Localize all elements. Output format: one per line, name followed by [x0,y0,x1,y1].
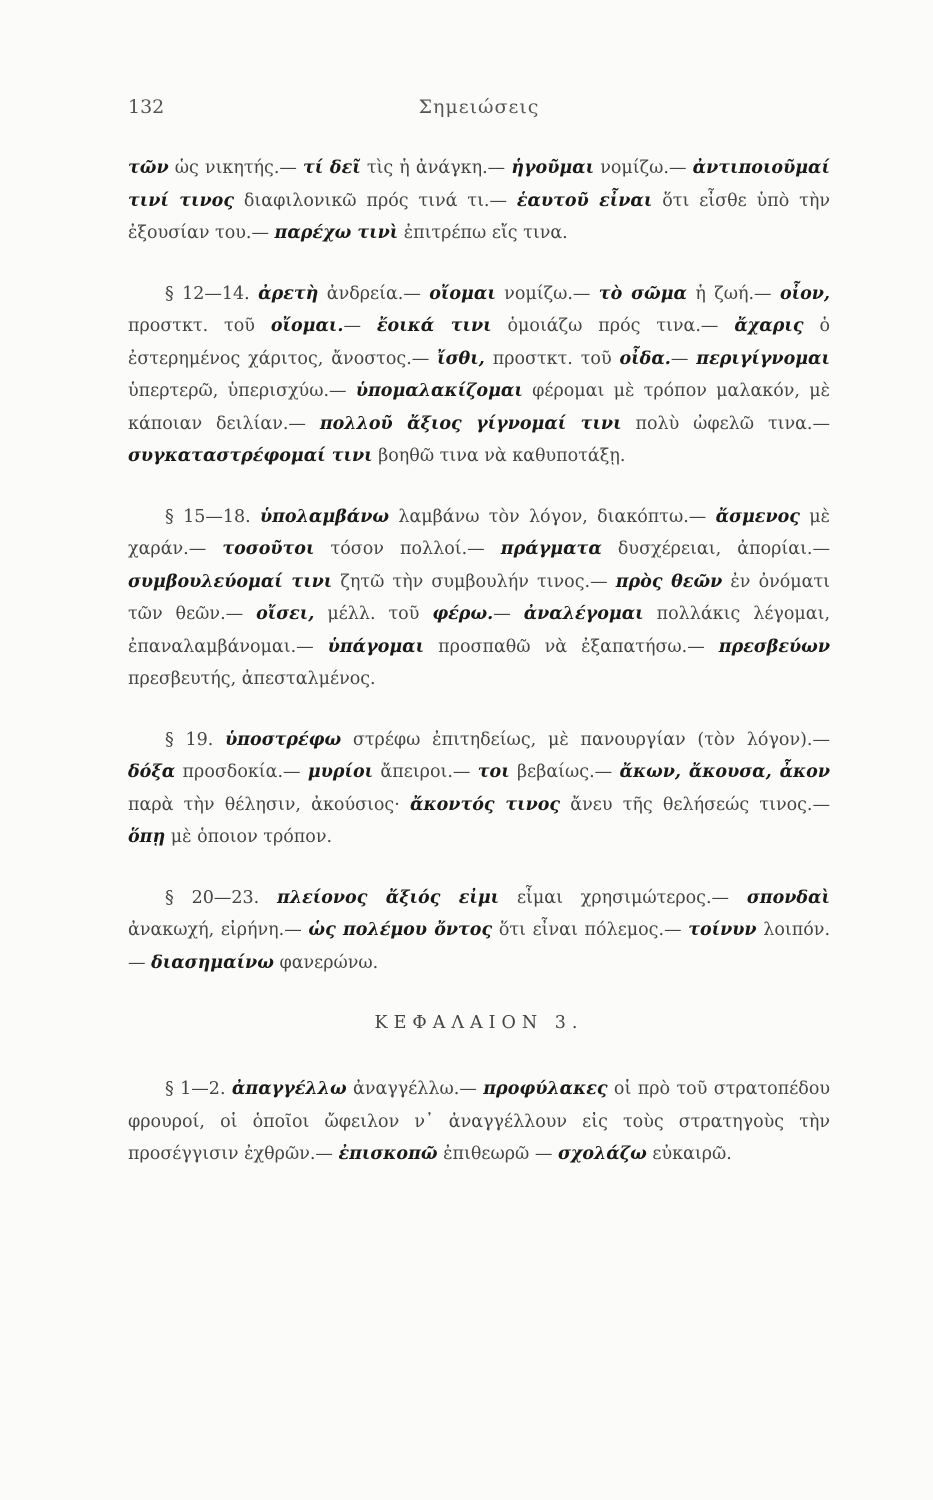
lemma-term: ἀπαγγέλλω [231,1079,347,1099]
gloss-text: λαμβάνω τὸν λόγον, διακόπτω.— [389,506,716,527]
lemma-term: ἄσμενος [715,506,800,527]
gloss-text: ἄπειροι.— [373,762,478,782]
lemma-term: ὑπάγομαι [327,636,425,657]
lemma-term: ἀρετὴ [258,283,319,304]
lemma-term: ἐπισκοπῶ [338,1144,438,1164]
lemma-term: φέρω. [432,604,494,624]
book-page [128,96,830,1199]
gloss-text: προσπαθῶ νὰ ἐξαπατήσω.— [424,636,719,657]
gloss-text: παρὰ τὴν θέλησιν, ἀκούσιος· [128,794,411,815]
gloss-text: μὲ χαράν.— [128,506,830,559]
lemma-term: ὡς πολέμου ὄντος [308,920,493,940]
gloss-text: πολὺ ὠφελῶ τινα.— [621,413,830,434]
lemma-term: συγκαταστρέφομαί τινι [128,446,373,466]
lemma-term: πολλοῦ ἄξιος γίγνομαί τινι [319,413,622,434]
gloss-text: ὁμοιάζω πρός τινα.— [491,316,735,336]
gloss-text: λοιπόν.— [128,920,831,973]
gloss-text: § 1—2. [165,1079,232,1099]
lemma-term: ἀναλέγομαι [523,604,644,624]
lemma-term: μυρίοι [307,762,374,782]
gloss-text: προσδοκία.— [175,762,308,782]
gloss-text: ὁ ἐστερημένος χάριτος, ἄνοστος.— [128,316,830,369]
gloss-text: δυσχέρειαι, ἀπορίαι.— [601,539,830,559]
lemma-term: παρέχω τινὶ [274,223,399,243]
lemma-term: ἔοικά τινι [376,316,492,336]
gloss-text: φέρομαι μὲ τρόπον μαλακόν, μὲ κάποιαν δειλίαν.— [128,381,830,434]
lemma-term: ὑποστρέφω [225,729,342,750]
lemma-term: περιγίγνομαι [696,348,830,369]
gloss-text: πρεσβευτής, ἀπεσταλμένος. [128,669,376,689]
lemma-term: σπονδαὶ [746,887,830,908]
lemma-term: τοι [477,762,510,782]
gloss-text: — [670,348,697,369]
gloss-text: ὑπερτερῶ, ὑπερισχύω.— [128,381,356,401]
gloss-text: § 15—18. [165,506,260,527]
lemma-term: πράγματα [500,539,602,559]
gloss-text: § 20—23. [165,887,278,908]
gloss-text: φανερώνω. [273,952,379,973]
gloss-text: τὶς ἡ ἀνάγκη.— [360,158,512,178]
lemma-term: πρὸς θεῶν [615,571,723,592]
lemma-term: πλείονος ἄξιός εἰμι [277,887,500,908]
note-paragraph [128,882,830,980]
chapter-heading: ΚΕΦΑΛΑΙΟΝ 3. [374,1013,584,1033]
gloss-text: ἄνευ τῆς θελήσεώς τινος.— [560,794,830,815]
lemma-term: τὸ σῶμα [598,283,687,304]
lemma-term: ἀντιποιοῦμαί τινί τινος [128,158,830,211]
gloss-text: βοηθῶ τινα νὰ καθυποτάξῃ. [372,446,626,466]
gloss-text: μέλλ. τοῦ [314,604,433,624]
note-paragraph [128,724,830,854]
lemma-term: πρεσβεύων [718,636,830,657]
lemma-term: ὑπομαλακίζομαι [355,381,523,401]
gloss-text: ἡ ζωή.— [687,283,780,304]
gloss-text: πολλάκις λέγομαι, ἐπαναλαμβάνομαι.— [128,604,831,657]
lemma-term: οἶον, [779,283,830,304]
note-paragraph [128,501,830,696]
gloss-text: προστκτ. τοῦ [128,316,271,336]
gloss-text: ἀνακωχή, εἰρήνη.— [128,920,309,940]
gloss-text: — [493,604,524,624]
gloss-text: εἶμαι χρησιμώτερος.— [499,887,747,908]
gloss-text: οἱ πρὸ τοῦ στρατοπέδου φρουροί, οἱ ὁποῖοι ὤφειλον ν᾿ ἀναγγέλλουν εἰς τοὺς στρατηγοὺς τὴν προσέγγισιν ἐχθρῶν.— [128,1079,830,1164]
gloss-text: νομίζω.— [495,283,599,304]
lemma-term: συμβουλεύομαί τινι [128,571,333,592]
gloss-text: τόσον πολλοί.— [314,539,501,559]
chapter-notes [128,1073,830,1171]
gloss-text: — [343,316,377,336]
gloss-text: ἀνδρεία.— [318,283,430,304]
gloss-text: στρέφω ἐπιτηδείως, μὲ πανουργίαν (τὸν λόγον).— [341,729,830,750]
gloss-text: § 19. [165,729,226,750]
lemma-term: ἴσθι, [437,348,485,369]
lemma-term: οἴσει, [256,604,315,624]
gloss-text: ἀναγγέλλω.— [346,1079,484,1099]
lemma-term: ἄκων, ἄκουσα, ἆκον [619,762,830,782]
notes-content [128,152,830,1171]
lemma-term: τοσοῦτοι [222,539,315,559]
gloss-text: διαφιλονικῶ πρός τινά τι.— [234,190,517,211]
gloss-text: ἐπιθεωρῶ — [437,1144,558,1164]
gloss-text: μὲ ὁποιον τρόπον. [165,827,333,847]
gloss-text: § 12—14. [165,283,259,304]
lemma-term: διασημαίνω [151,952,274,973]
notes-paragraphs [128,152,830,979]
note-paragraph [128,278,830,473]
gloss-text: ὅτι εἶσθε ὑπὸ τὴν ἐξουσίαν του.— [128,190,830,243]
lemma-term: ὅπῃ [128,827,166,847]
lemma-term: οἴομαι [429,283,496,304]
lemma-term: σχολάζω [557,1144,647,1164]
note-paragraph [128,152,830,250]
gloss-text: ὅτι εἶναι πόλεμος.— [492,920,689,940]
running-title: Σημειώσεις [418,96,540,118]
lemma-term: ἡγοῦμαι [511,158,595,178]
gloss-text: βεβαίως.— [509,762,620,782]
lemma-term: οἶδα. [619,348,671,369]
lemma-term: προφύλακες [483,1079,608,1099]
gloss-text: νομίζω.— [594,158,693,178]
lemma-term: ἑαυτοῦ εἶναι [516,190,653,211]
note-paragraph [128,1073,830,1171]
page-header [128,96,830,126]
lemma-term: τί δεῖ [303,158,361,178]
gloss-text: ἐν ὀνόματι τῶν θεῶν.— [128,571,831,624]
page-number: 132 [128,96,165,118]
lemma-term: τοίνυν [688,920,757,940]
lemma-term: ἄκοντός τινος [410,794,561,815]
lemma-term: δόξα [128,762,176,782]
lemma-term: τῶν [128,158,169,178]
gloss-text: προστκτ. τοῦ [484,348,620,369]
gloss-text: ἐπιτρέπω εἴς τινα. [398,223,568,243]
gloss-text: ὡς νικητής.— [168,158,304,178]
lemma-term: ἄχαρις [734,316,804,336]
lemma-term: ὑπολαμβάνω [259,506,390,527]
lemma-term: οἴομαι. [270,316,344,336]
gloss-text: εὐκαιρῶ. [646,1144,732,1164]
gloss-text: ζητῶ τὴν συμβουλήν τινος.— [332,571,616,592]
